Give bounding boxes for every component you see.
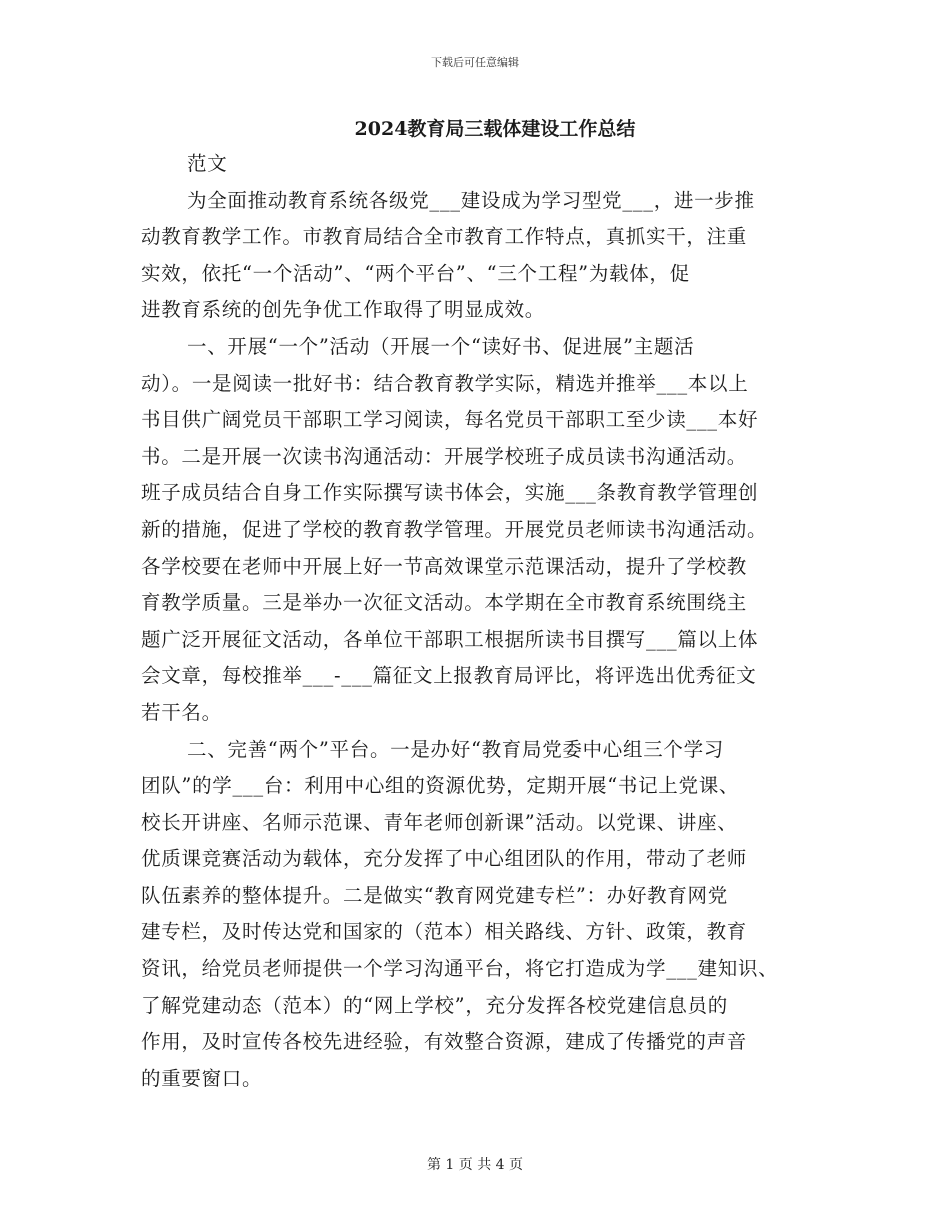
- text-line: 优质课竞赛活动为载体，充分发挥了中心组团队的作用，带动了老师: [141, 847, 748, 871]
- text-line: 了解党建动态（范本）的“网上学校”，充分发挥各校党建信息员的: [141, 993, 728, 1017]
- text-line: 团队”的学___台：利用中心组的资源优势，定期开展“书记上党课、: [141, 774, 740, 798]
- text-line: 班子成员结合自身工作实际撰写读书体会，实施___条教育教学管理创: [141, 481, 759, 505]
- text-line: 新的措施，促进了学校的教育教学管理。开展党员老师读书沟通活动。: [141, 517, 768, 541]
- document-body: [141, 146, 831, 1097]
- text-line: 题广泛开展征文活动，各单位干部职工根据所读书目撰写___篇以上体: [141, 627, 759, 651]
- text-line: 育教学质量。三是举办一次征文活动。本学期在全市教育系统围绕主: [141, 591, 748, 615]
- text-line: 会文章，每校推举___-___篇征文上报教育局评比，将评选出优秀征文: [141, 664, 757, 688]
- document-title: 2024教育局三载体建设工作总结: [354, 118, 636, 140]
- text-line: 动教育教学工作。市教育局结合全市教育工作特点，真抓实干，注重: [141, 225, 748, 249]
- text-line: 书。二是开展一次读书沟通活动：开展学校班子成员读书沟通活动。: [141, 444, 748, 468]
- text-line: 的重要窗口。: [141, 1066, 263, 1090]
- text-line: 各学校要在老师中开展上好一节高效课堂示范课活动，提升了学校教: [141, 554, 748, 578]
- text-line: 书目供广阔党员干部职工学习阅读，每名党员干部职工至少读___本好: [141, 408, 759, 432]
- text-line: 作用，及时宣传各校先进经验，有效整合资源，建成了传播党的声音: [141, 1030, 748, 1054]
- text-line: 队伍素养的整体提升。二是做实“教育网党建专栏”：办好教育网党: [141, 883, 728, 907]
- text-line: 一、开展“一个”活动（开展一个“读好书、促进展”主题活: [187, 334, 695, 358]
- text-line: 若干名。: [141, 700, 222, 724]
- text-line: 动）。一是阅读一批好书：结合教育教学实际，精选并推举___本以上: [141, 371, 749, 395]
- text-line: 进教育系统的创先争优工作取得了明显成效。: [141, 298, 546, 322]
- page-number: 第 1 页 共 4 页: [426, 1157, 524, 1173]
- text-line: 为全面推动教育系统各级党___建设成为学习型党___，进一步推: [187, 188, 755, 212]
- text-line: 资讯，给党员老师提供一个学习沟通平台，将它打造成为学___建知识、: [141, 957, 779, 981]
- text-line: 范文: [187, 152, 228, 175]
- text-line: 实效，依托“一个活动”、“两个平台”、“三个工程”为载体，促: [141, 261, 690, 285]
- text-line: 二、完善“两个”平台。一是办好“教育局党委中心组三个学习: [187, 737, 725, 761]
- text-line: 建专栏，及时传达党和国家的（范本）相关路线、方针、政策，教育: [141, 920, 748, 944]
- text-line: 校长开讲座、名师示范课、青年老师创新课”活动。以党课、讲座、: [141, 810, 738, 834]
- header-note: 下载后可任意编辑: [431, 56, 519, 69]
